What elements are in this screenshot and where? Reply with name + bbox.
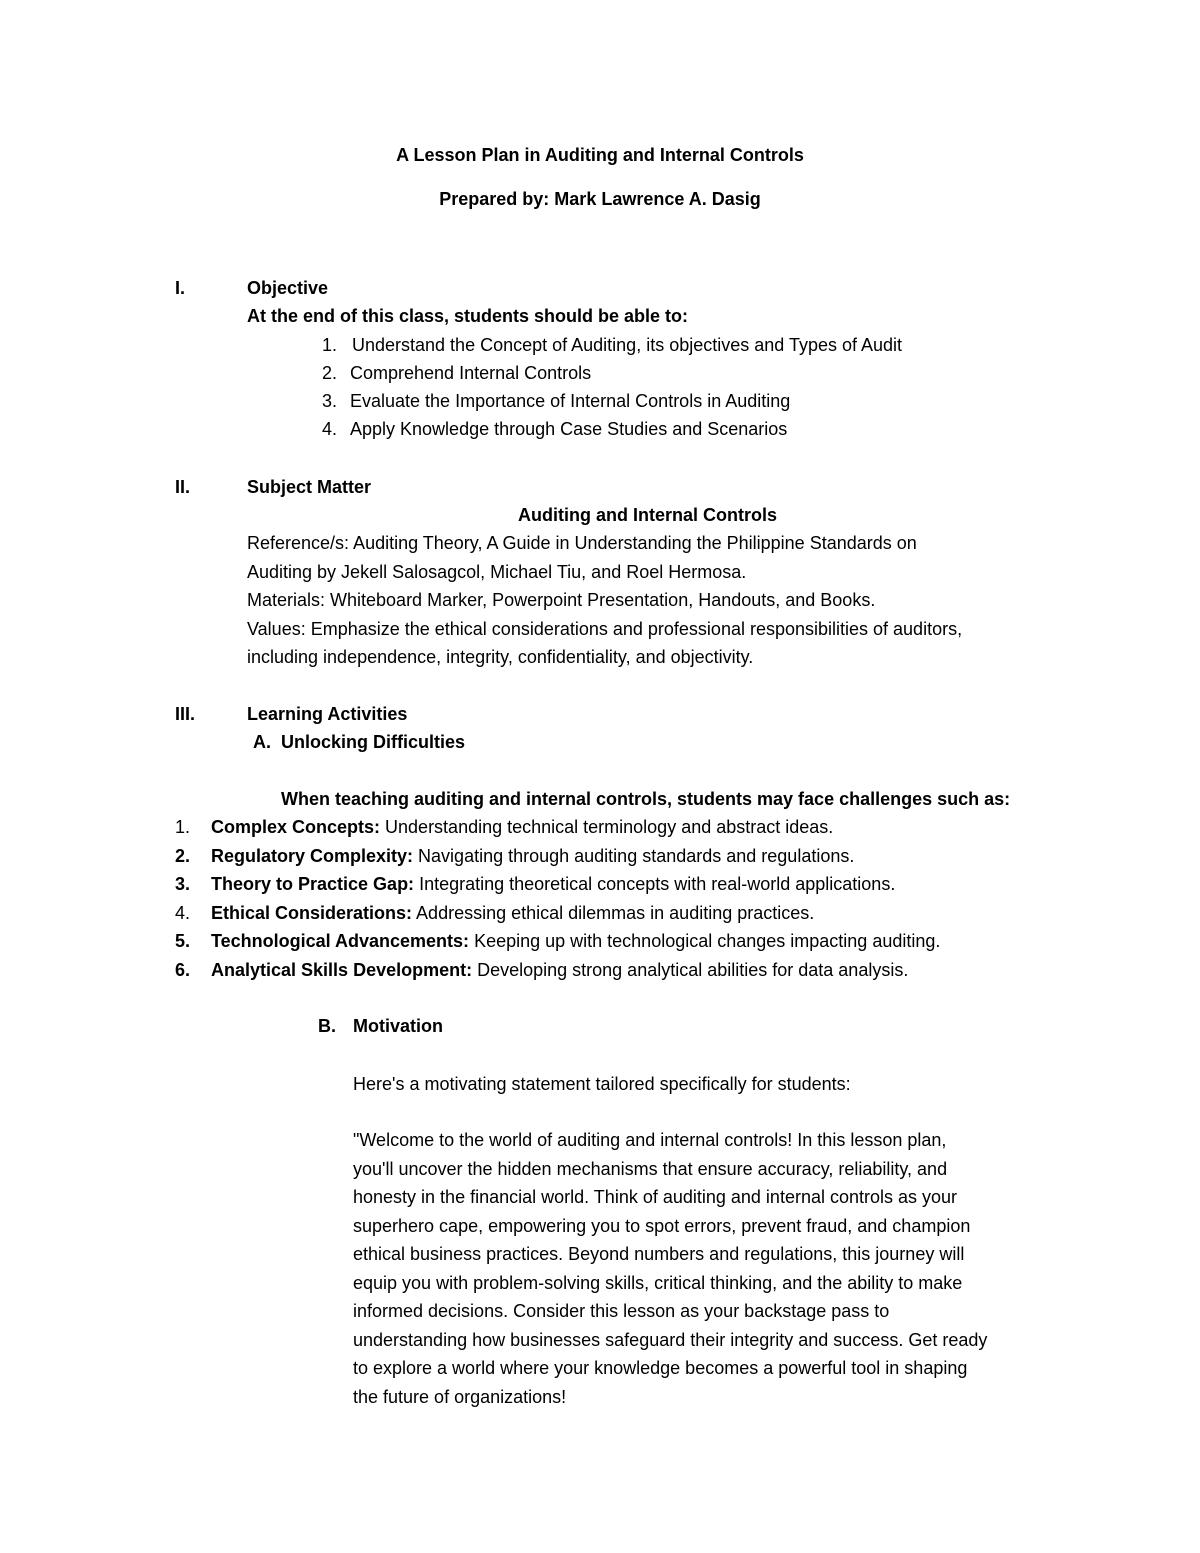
list-item	[211, 873, 895, 895]
list-item: Apply Knowledge through Case Studies and Scenarios	[350, 419, 788, 439]
list-item-number: 3.	[175, 874, 191, 894]
quote-line: superhero cape, empowering you to spot errors, prevent fraud, and champion	[353, 1216, 971, 1236]
quote-line: understanding how businesses safeguard their integrity and success. Get ready	[353, 1330, 988, 1350]
section1-heading: Objective	[247, 278, 329, 298]
materials-line: Materials: Whiteboard Marker, Powerpoint Presentation, Handouts, and Books.	[247, 590, 876, 610]
list-item-number: 3.	[322, 391, 338, 411]
challenge-desc: Keeping up with technological changes impacting auditing.	[469, 931, 941, 951]
list-item: Evaluate the Importance of Internal Controls in Auditing	[350, 391, 791, 411]
section2-heading: Subject Matter	[247, 477, 372, 497]
quote-line: equip you with problem-solving skills, critical thinking, and the ability to make	[353, 1273, 963, 1293]
list-item	[211, 959, 908, 981]
quote-line: ethical business practices. Beyond numbers and regulations, this journey will	[353, 1244, 965, 1264]
challenges-intro: When teaching auditing and internal controls, students may face challenges such as:	[281, 789, 1011, 809]
challenge-desc: Developing strong analytical abilities for data analysis.	[472, 960, 909, 980]
list-item-number: 2.	[322, 363, 338, 383]
list-item: Understand the Concept of Auditing, its objectives and Types of Audit	[352, 335, 903, 355]
challenge-desc: Addressing ethical dilemmas in auditing practices.	[412, 903, 815, 923]
quote-line: informed decisions. Consider this lesson as your backstage pass to	[353, 1301, 890, 1321]
challenge-desc: Navigating through auditing standards and regulations.	[413, 846, 855, 866]
quote-line: the future of organizations!	[353, 1387, 567, 1407]
challenge-desc: Understanding technical terminology and abstract ideas.	[380, 817, 834, 837]
values-line: Values: Emphasize the ethical considerations and professional responsibilities of auditors,	[247, 619, 963, 639]
prepared-by: Prepared by: Mark Lawrence A. Dasig	[439, 189, 761, 209]
list-item-number: 1.	[322, 335, 338, 355]
list-item	[211, 902, 814, 924]
challenge-term: Ethical Considerations:	[211, 903, 413, 923]
list-item-number: 6.	[175, 960, 191, 980]
list-item-number: 4.	[322, 419, 338, 439]
section1-numeral: I.	[175, 278, 186, 298]
section1-intro: At the end of this class, students should be able to:	[247, 306, 689, 326]
challenge-term: Complex Concepts:	[211, 817, 381, 837]
challenge-term: Analytical Skills Development:	[211, 960, 473, 980]
subB-heading: Motivation	[353, 1016, 443, 1036]
challenge-term: Theory to Practice Gap:	[211, 874, 415, 894]
reference-line: Auditing by Jekell Salosagcol, Michael Tiu, and Roel Hermosa.	[247, 562, 747, 582]
document-title: A Lesson Plan in Auditing and Internal Controls	[396, 145, 804, 165]
challenge-desc: Integrating theoretical concepts with real-world applications.	[414, 874, 896, 894]
subA-letter: A.	[253, 732, 271, 752]
quote-line: honesty in the financial world. Think of auditing and internal controls as your	[353, 1187, 958, 1207]
list-item	[211, 845, 854, 867]
list-item	[211, 816, 833, 838]
list-item-number: 5.	[175, 931, 191, 951]
subject-title: Auditing and Internal Controls	[518, 505, 777, 525]
quote-line: you'll uncover the hidden mechanisms that ensure accuracy, reliability, and	[353, 1159, 948, 1179]
challenge-term: Regulatory Complexity:	[211, 846, 414, 866]
section3-numeral: III.	[175, 704, 196, 724]
subA-heading: Unlocking Difficulties	[281, 732, 466, 752]
quote-line: "Welcome to the world of auditing and internal controls! In this lesson plan,	[353, 1130, 947, 1150]
list-item: Comprehend Internal Controls	[350, 363, 592, 383]
list-item-number: 2.	[175, 846, 191, 866]
motivation-intro: Here's a motivating statement tailored specifically for students:	[353, 1074, 851, 1094]
reference-line: Reference/s: Auditing Theory, A Guide in Understanding the Philippine Standards on	[247, 533, 917, 553]
quote-line: to explore a world where your knowledge becomes a powerful tool in shaping	[353, 1358, 968, 1378]
list-item	[211, 930, 940, 952]
challenge-term: Technological Advancements:	[211, 931, 470, 951]
values-line: including independence, integrity, confidentiality, and objectivity.	[247, 647, 754, 667]
list-item-number: 4.	[175, 903, 191, 923]
section3-heading: Learning Activities	[247, 704, 408, 724]
subB-letter: B.	[318, 1016, 336, 1036]
section2-numeral: II.	[175, 477, 191, 497]
list-item-number: 1.	[175, 817, 191, 837]
